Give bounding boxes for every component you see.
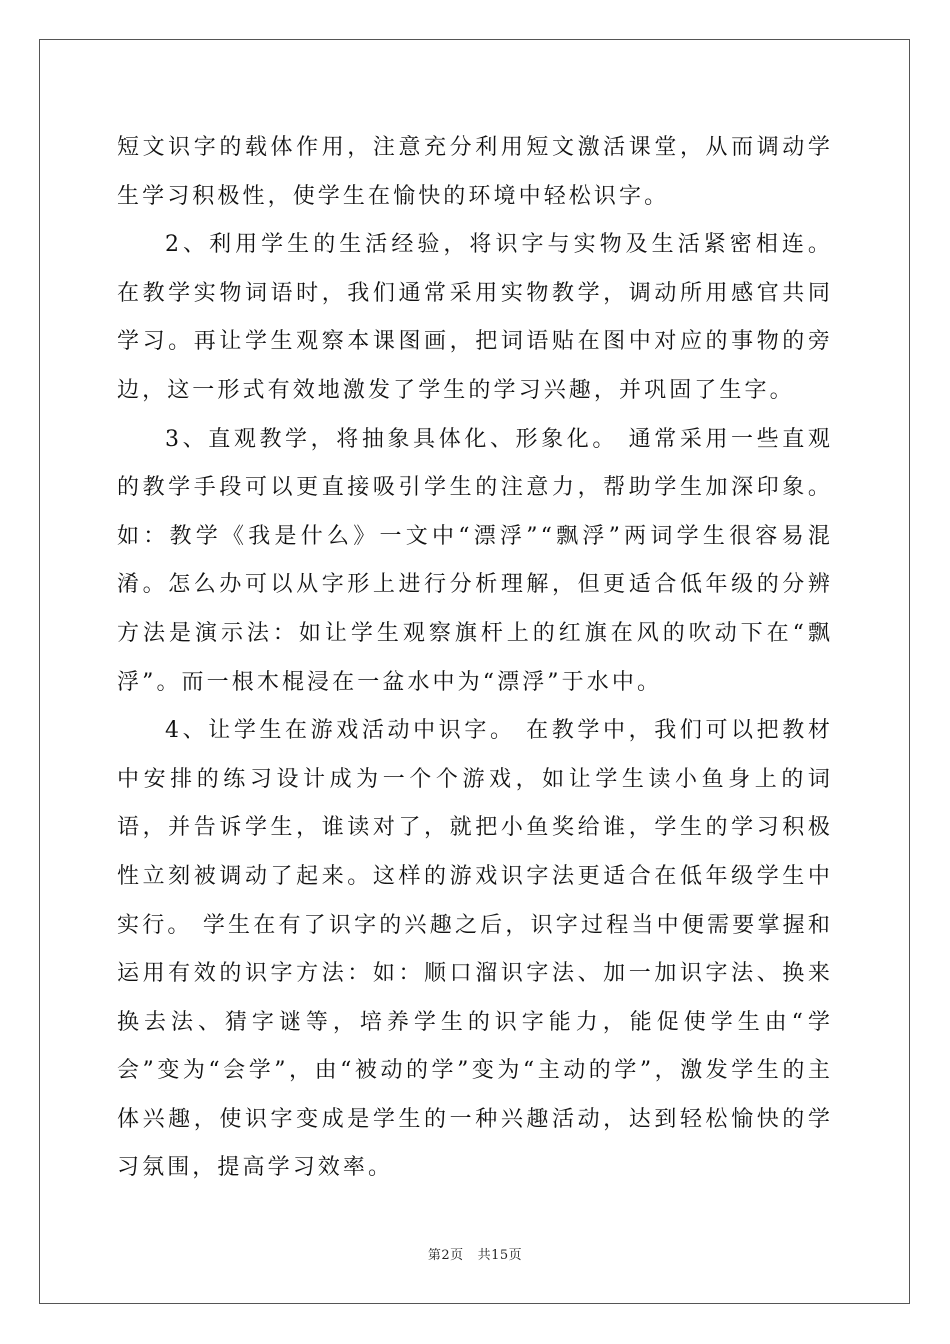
total-page-count: 共15页: [477, 1248, 523, 1263]
paragraph-life-experience: 2、利用学生的生活经验，将识字与实物及生活紧密相连。在教学实物词语时，我们通常采用实物教学，调动所用感官共同学习。再让学生观察本课图画，把词语贴在图中对应的事物的旁边，这一形式有效地激发了学生的学习兴趣，并巩固了生字。: [117, 232, 833, 403]
page-footer: [0, 1244, 950, 1263]
current-page-number: 第2页: [427, 1248, 464, 1263]
paragraph-game-activities: 4、让学生在游戏活动中识字。 在教学中，我们可以把教材中安排的练习设计成为一个个游戏，如让学生读小鱼身上的词语，并告诉学生，谁读对了，就把小鱼奖给谁，学生的学习积极性立刻被调动了起来。这样的游戏识字法更适合在低年级学生中实行。 学生在有了识字的兴趣之后，识字过程当中便需要掌握和运用有效的识字方法：如：顺口溜识字法、加一加识字法、换来换去法、猜字谜等，培养学生的识字能力，能促使学生由“学会”变为“会学”，由“被动的学”变为“主动的学”，激发学生的主体兴趣，使识字变成是学生的一种兴趣活动，达到轻松愉快的学习氛围，提高学习效率。: [117, 718, 833, 1181]
document-body: [117, 124, 833, 1193]
paragraph-continuation: 短文识字的载体作用，注意充分利用短文激活课堂，从而调动学生学习积极性，使学生在愉快的环境中轻松识字。: [117, 135, 833, 209]
paragraph-visual-teaching: 3、直观教学，将抽象具体化、形象化。 通常采用一些直观的教学手段可以更直接吸引学生的注意力，帮助学生加深印象。如：教学《我是什么》一文中“漂浮”“飘浮”两词学生很容易混淆。怎么办可以从字形上进行分析理解，但更适合低年级的分辨方法是演示法：如让学生观察旗杆上的红旗在风的吹动下在“飘浮”。而一根木棍浸在一盆水中为“漂浮”于水中。: [117, 426, 833, 695]
